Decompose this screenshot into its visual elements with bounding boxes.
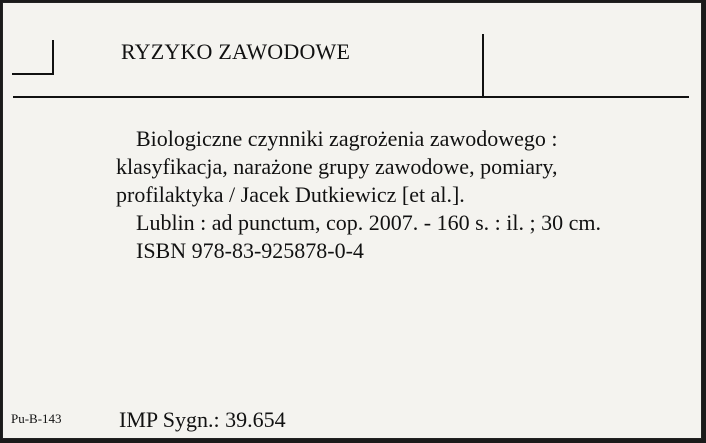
title-statement: Biologiczne czynniki zagrożenia zawodowego : klasyfikacja, narażone grupy zawodowe, pomiary, profilaktyka / Jacek Dutkiewicz [et al.].: [116, 126, 558, 207]
shelf-signature: IMP Sygn.: 39.654: [119, 407, 286, 432]
corner-mark: [12, 40, 54, 75]
horizontal-rule: [13, 96, 689, 98]
catalog-card: [2, 2, 702, 439]
isbn: ISBN 978-83-925878-0-4: [136, 238, 364, 263]
catalog-code: Pu-B-143: [11, 411, 62, 426]
bibliographic-entry: [116, 125, 626, 265]
publication-info: Lublin : ad punctum, cop. 2007. - 160 s. : il. ; 30 cm.: [136, 210, 602, 235]
heading-divider: [482, 34, 484, 98]
subject-heading: RYZYKO ZAWODOWE: [121, 39, 351, 64]
